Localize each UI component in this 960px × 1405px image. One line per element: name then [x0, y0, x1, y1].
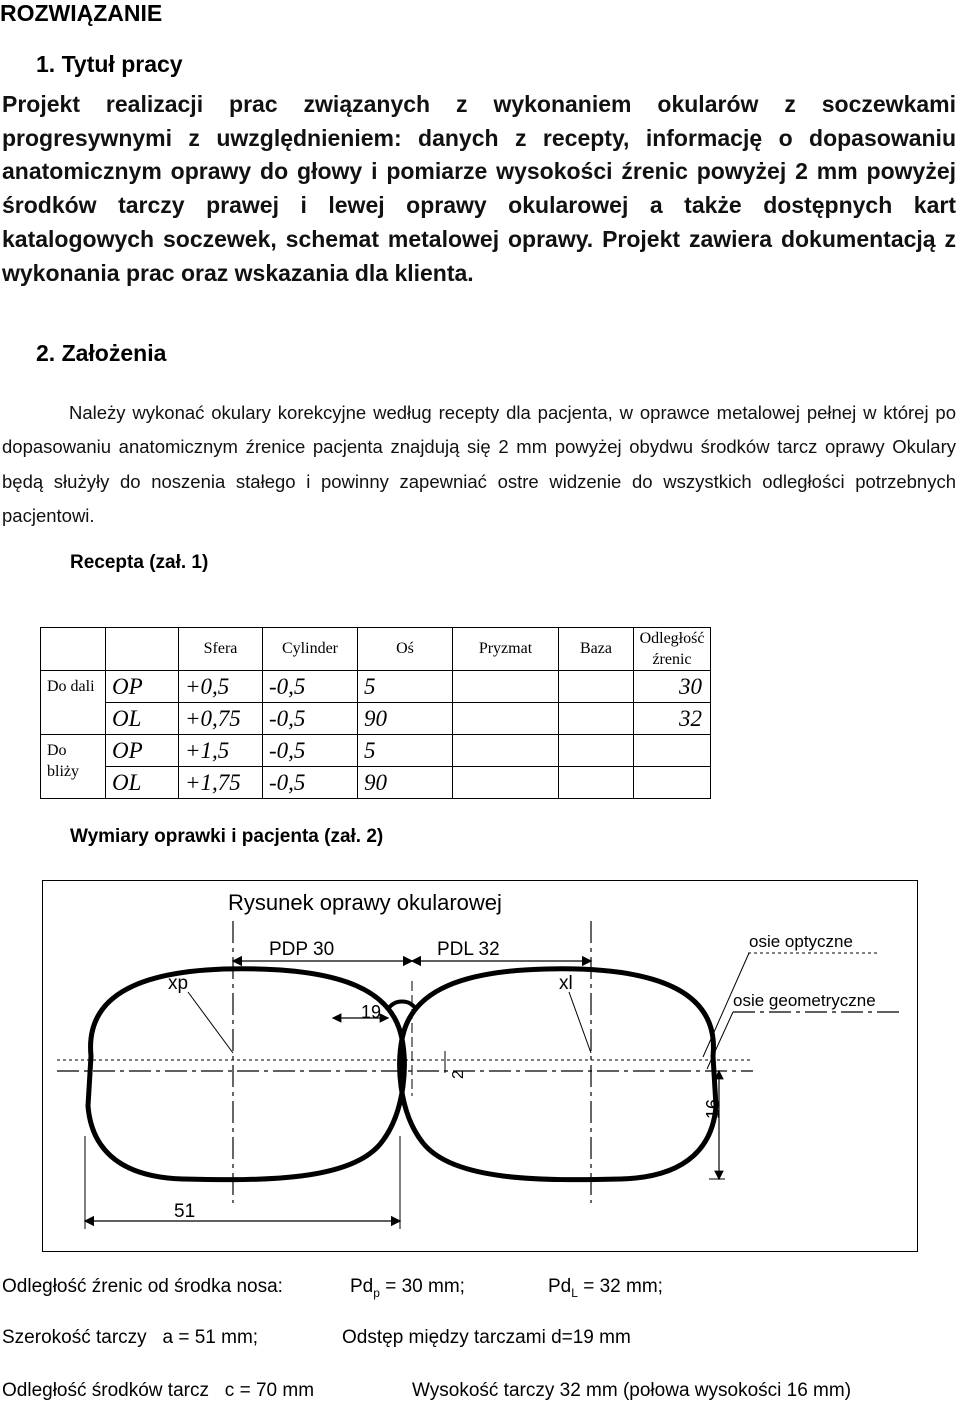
table-cell: -0,5	[263, 703, 358, 735]
left-lens-outline	[400, 969, 716, 1180]
pdl-value: = 32 mm;	[577, 1276, 663, 1297]
col-header-cylinder: Cylinder	[263, 628, 358, 671]
col-header-sfera: Sfera	[179, 628, 263, 671]
table-cell: OL	[106, 767, 179, 799]
section1-title: 1. Tytuł pracy	[36, 51, 183, 77]
bridge-gap-measure: Odstęp między tarczami d=19 mm	[342, 1327, 631, 1348]
table-cell	[453, 767, 559, 799]
xp-leader	[188, 992, 233, 1053]
table-row	[41, 703, 711, 735]
table-cell: OP	[106, 735, 179, 767]
section1-body: Projekt realizacji prac związanych z wykonaniem okularów z soczewkami progresywnymi z uwzględnieniem: danych z recepty, informację o dopasowaniu anatomicznym oprawy do głowy i pomiarze wysokości źrenic powyżej 2 mm powyżej środków tarczy prawej i lewej oprawy okularowej a także dostępnych kart katalogowych soczewek, schemat metalowej oprawy. Projekt zawiera dokumentacją z wykonania prac oraz wskazania dla klienta.	[2, 91, 956, 286]
lens-width-measure: Szerokość tarczy a = 51 mm;	[2, 1327, 259, 1348]
table-cell: -0,5	[263, 767, 358, 799]
xl-label: xl	[559, 973, 573, 994]
table-eye-header-cell	[106, 628, 179, 671]
table-cell: OP	[106, 671, 179, 703]
pdl-subscript: L	[571, 1285, 578, 1300]
figure-title: Rysunek oprawy okularowej	[228, 890, 502, 915]
table-cell: +0,5	[179, 671, 263, 703]
table-cell: 90	[358, 703, 453, 735]
pdl-prefix: Pd	[548, 1276, 572, 1297]
table-cell: OL	[106, 703, 179, 735]
lens-height-measure: Wysokość tarczy 32 mm (połowa wysokości 16 mm)	[412, 1380, 852, 1401]
frame-drawing	[42, 880, 918, 1252]
table-header-row	[41, 628, 711, 671]
table-cell: +1,75	[179, 767, 263, 799]
lens-height-label: 16	[703, 1098, 723, 1119]
optic-axes-label: osie optyczne	[749, 932, 853, 951]
table-cell	[634, 767, 711, 799]
frame-drawing-svg	[43, 881, 917, 1251]
col-header-os: Oś	[358, 628, 453, 671]
table-row	[41, 767, 711, 799]
table-cell: -0,5	[263, 735, 358, 767]
table-row	[41, 735, 711, 767]
group-label-blizy: Do bliży	[41, 735, 106, 799]
xl-leader	[569, 992, 591, 1053]
pdl-label: PDL 32	[437, 939, 500, 960]
table-cell	[559, 735, 634, 767]
table-corner-cell	[41, 628, 106, 671]
table-cell: 32	[634, 703, 711, 735]
table-cell	[634, 735, 711, 767]
geometric-axes-label: osie geometryczne	[733, 991, 876, 1010]
table-cell	[453, 703, 559, 735]
pdp-prefix: Pd	[350, 1276, 374, 1297]
col-header-odleglosc: Odległość źrenic	[634, 628, 711, 671]
recipe-title: Recepta (zał. 1)	[70, 552, 209, 573]
xp-label: xp	[168, 973, 189, 994]
section2-title: 2. Założenia	[36, 340, 167, 366]
table-cell	[559, 703, 634, 735]
group-label-dali: Do dali	[41, 671, 106, 735]
frame-title: Wymiary oprawki i pacjenta (zał. 2)	[70, 826, 384, 847]
table-cell: +0,75	[179, 703, 263, 735]
table-cell: 90	[358, 767, 453, 799]
pdp-value: = 30 mm;	[379, 1276, 465, 1297]
table-cell: 5	[358, 671, 453, 703]
table-cell	[453, 671, 559, 703]
pdp-measure	[350, 1276, 465, 1300]
lens-width-label: 51	[174, 1201, 196, 1222]
centers-distance-measure: Odległość środków tarcz c = 70 mm	[2, 1380, 315, 1401]
table-cell	[453, 735, 559, 767]
table-cell: +1,5	[179, 735, 263, 767]
col-header-baza: Baza	[559, 628, 634, 671]
table-cell	[559, 671, 634, 703]
height-offset-label: 2	[450, 1070, 467, 1079]
table-cell: 30	[634, 671, 711, 703]
section2-body: Należy wykonać okulary korekcyjne według recepty dla pacjenta, w oprawce metalowej pełnej w której po dopasowaniu anatomicznym źrenice pacjenta znajdują się 2 mm powyżej obydwu środków tarcz oprawy Okulary będą służyły do noszenia stałego i powinny zapewniać ostre widzenie do wszystkich odległości potrzebnych pacjentowi.	[2, 402, 956, 527]
right-lens-outline	[88, 969, 404, 1180]
table-cell	[559, 767, 634, 799]
pdp-label: PDP 30	[269, 939, 335, 960]
pdp-subscript: p	[373, 1285, 380, 1300]
page-heading: ROZWIĄZANIE	[0, 0, 163, 26]
pdl-measure	[548, 1276, 663, 1300]
bridge-label: 19	[361, 1002, 382, 1022]
col-header-pryzmat: Pryzmat	[453, 628, 559, 671]
table-row	[41, 671, 711, 703]
table-cell: -0,5	[263, 671, 358, 703]
table-cell: 5	[358, 735, 453, 767]
pupil-distance-label: Odległość źrenic od środka nosa:	[2, 1276, 283, 1297]
prescription-table	[40, 627, 711, 799]
